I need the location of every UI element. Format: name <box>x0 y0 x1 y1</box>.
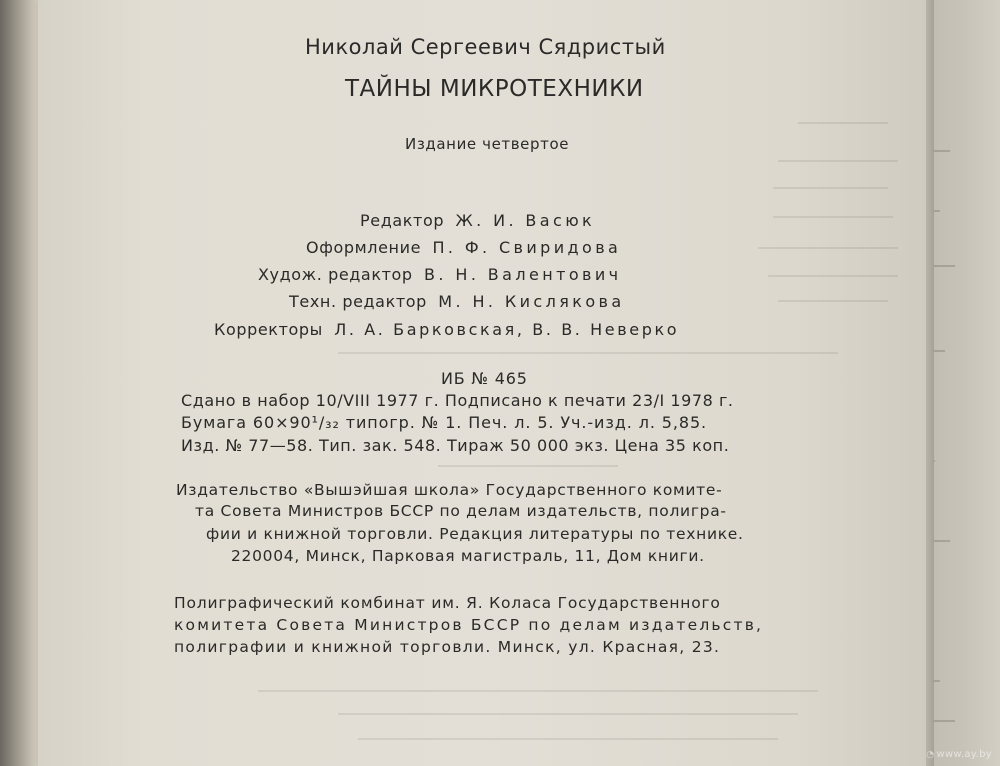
credit-tech-editor <box>289 294 625 310</box>
credit-role: Редактор <box>360 211 445 230</box>
publisher-line: Издательство «Вышэйшая школа» Государственного комите- <box>176 481 723 499</box>
spec-line: Сдано в набор 10/VIII 1977 г. Подписано к печати 23/I 1978 г. <box>181 391 734 410</box>
credit-name: М. Н. Кислякова <box>438 292 625 311</box>
credit-role: Корректоры <box>214 320 323 339</box>
printer-line: Полиграфический комбинат им. Я. Коласа Государственного <box>174 594 721 612</box>
spec-line: Бумага 60×90¹/₃₂ типогр. № 1. Печ. л. 5. Уч.-изд. л. 5,85. <box>181 413 708 432</box>
printer-line: комитета Совета Министров БССР по делам издательств, <box>174 616 764 634</box>
publisher-line: фии и книжной торговли. Редакция литературы по технике. <box>206 525 744 543</box>
book-title: ТАЙНЫ МИКРОТЕХНИКИ <box>345 76 644 102</box>
credit-role: Оформление <box>306 238 422 257</box>
book-edition: Издание четвертое <box>405 135 570 153</box>
credit-role: Худож. редактор <box>258 265 413 284</box>
publisher-line: та Совета Министров БССР по делам издательств, полигра- <box>195 502 727 520</box>
site-watermark <box>926 749 992 760</box>
credit-role: Техн. редактор <box>289 292 427 311</box>
page-stack-edge <box>0 0 40 766</box>
credit-design <box>306 240 621 256</box>
credit-name: Л. А. Барковская, В. В. Неверко <box>334 320 680 339</box>
spec-line: Изд. № 77—58. Тип. зак. 548. Тираж 50 000 экз. Цена 35 коп. <box>181 436 730 455</box>
ib-number: ИБ № 465 <box>441 369 528 388</box>
publisher-line: 220004, Минск, Парковая магистраль, 11, Дом книги. <box>231 547 705 565</box>
printer-line: полиграфии и книжной торговли. Минск, ул. Красная, 23. <box>174 638 721 656</box>
watermark-logo-icon: ◔ <box>926 750 935 760</box>
credit-name: П. Ф. Свиридова <box>432 238 622 257</box>
credit-name: В. Н. Валентович <box>424 265 622 284</box>
credit-editor <box>360 213 595 229</box>
credit-proofreaders <box>214 322 679 338</box>
credit-art-editor <box>258 267 622 283</box>
credit-name: Ж. И. Васюк <box>455 211 596 230</box>
book-author: Николай Сергеевич Сядристый <box>305 35 666 59</box>
watermark-text: www.ay.by <box>936 749 992 760</box>
